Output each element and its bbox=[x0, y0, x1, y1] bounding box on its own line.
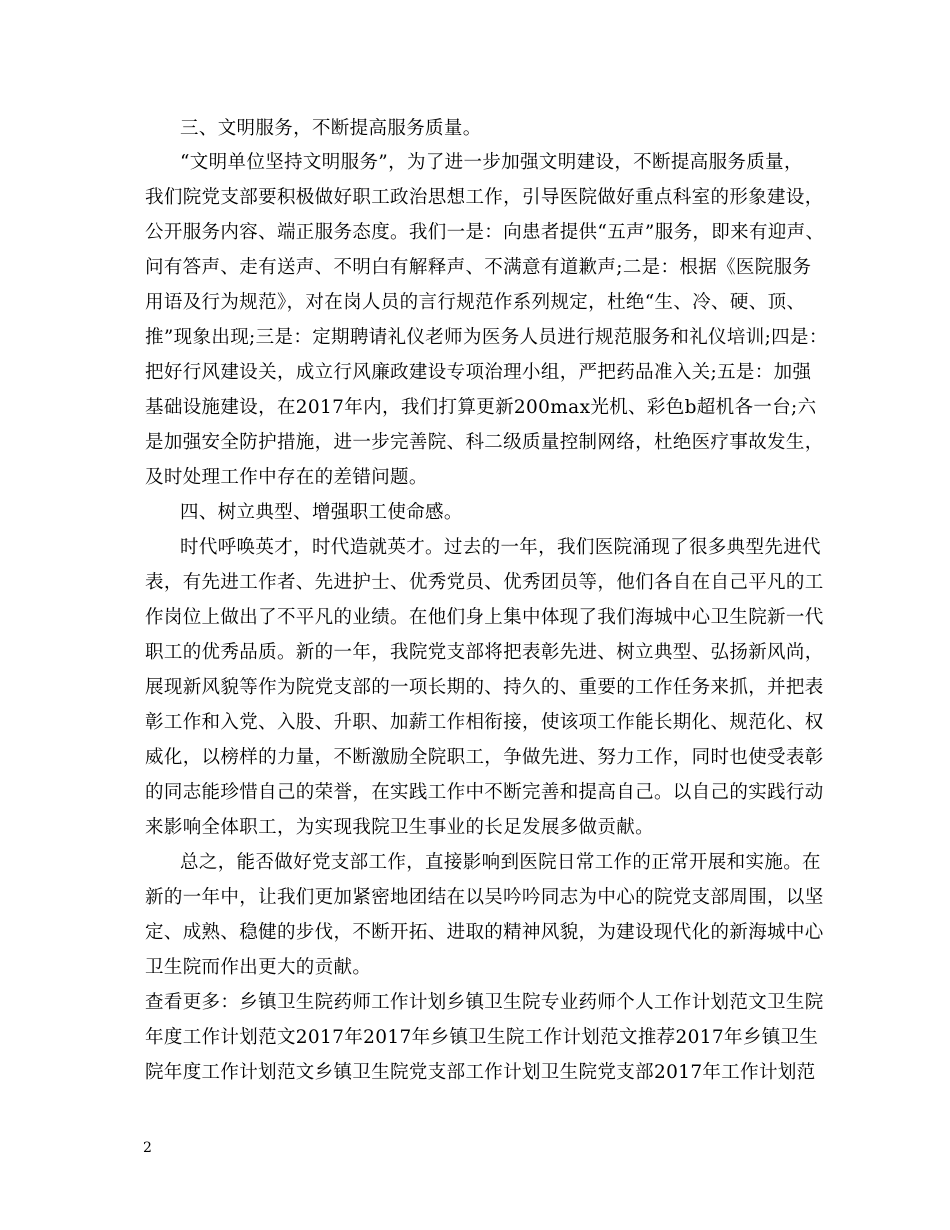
paragraph-line: 及时处理工作中存在的差错问题。 bbox=[145, 467, 428, 488]
paragraph-line: 卫生院而作出更大的贡献。 bbox=[145, 957, 372, 978]
section-heading: 三、文明服务，不断提高服务质量。 bbox=[180, 118, 482, 139]
paragraph-line: 推”现象出现;三是：定期聘请礼仪老师为医务人员进行规范服务和礼仪培训;四是： bbox=[145, 327, 828, 348]
paragraph-line: 彰工作和入党、入股、升职、加薪工作相衔接，使该项工作能长期化、规范化、权 bbox=[145, 712, 824, 733]
paragraph-line: 职工的优秀品质。新的一年，我院党支部将把表彰先进、树立典型、弘扬新风尚， bbox=[145, 642, 824, 663]
paragraph-line: 公开服务内容、端正服务态度。我们一是：向患者提供“五声”服务，即来有迎声、 bbox=[145, 222, 825, 243]
related-links-line: 查看更多：乡镇卫生院药师工作计划乡镇卫生院专业药师个人工作计划范文卫生院 bbox=[145, 992, 824, 1013]
paragraph-line: 基础设施建设，在2017年内，我们打算更新200max光机、彩色b超机各一台;六 bbox=[145, 397, 817, 418]
paragraph-line: 我们院党支部要积极做好职工政治思想工作，引导医院做好重点科室的形象建设， bbox=[145, 187, 824, 208]
related-links-line: 院年度工作计划范文乡镇卫生院党支部工作计划卫生院党支部2017年工作计划范 bbox=[145, 1062, 816, 1083]
paragraph-line: 的同志能珍惜自己的荣誉，在实践工作中不断完善和提高自己。以自己的实践行动 bbox=[145, 782, 824, 803]
paragraph-line: 时代呼唤英才，时代造就英才。过去的一年，我们医院涌现了很多典型先进代 bbox=[180, 537, 821, 558]
paragraph-line: 把好行风建设关，成立行风廉政建设专项治理小组，严把药品准入关;五是：加强 bbox=[145, 362, 812, 383]
paragraph-line: 展现新风貌等作为院党支部的一项长期的、持久的、重要的工作任务来抓，并把表 bbox=[145, 677, 824, 698]
page-number: 2 bbox=[143, 1140, 152, 1156]
paragraph-line: 是加强安全防护措施，进一步完善院、科二级质量控制网络，杜绝医疗事故发生， bbox=[145, 432, 824, 453]
paragraph-line: 表，有先进工作者、先进护士、优秀党员、优秀团员等，他们各自在自己平凡的工 bbox=[145, 572, 824, 593]
paragraph-line: 作岗位上做出了不平凡的业绩。在他们身上集中体现了我们海城中心卫生院新一代 bbox=[145, 607, 824, 628]
paragraph-line: 总之，能否做好党支部工作，直接影响到医院日常工作的正常开展和实施。在 bbox=[180, 852, 821, 873]
paragraph-line: 来影响全体职工，为实现我院卫生事业的长足发展多做贡献。 bbox=[145, 817, 654, 838]
paragraph-line: 用语及行为规范》，对在岗人员的言行规范作系列规定，杜绝“生、冷、硬、顶、 bbox=[145, 292, 806, 313]
paragraph-line: “文明单位坚持文明服务”，为了进一步加强文明建设，不断提高服务质量， bbox=[180, 152, 803, 173]
related-links-line: 年度工作计划范文2017年2017年乡镇卫生院工作计划范文推荐2017年乡镇卫生 bbox=[145, 1027, 819, 1048]
paragraph-line: 问有答声、走有送声、不明白有解释声、不满意有道歉声;二是：根据《医院服务 bbox=[145, 257, 812, 278]
paragraph-line: 威化，以榜样的力量，不断激励全院职工，争做先进、努力工作，同时也使受表彰 bbox=[145, 747, 824, 768]
paragraph-line: 新的一年中，让我们更加紧密地团结在以吴吟吟同志为中心的院党支部周围，以坚 bbox=[145, 887, 824, 908]
section-heading: 四、树立典型、增强职工使命感。 bbox=[180, 502, 463, 523]
paragraph-line: 定、成熟、稳健的步伐，不断开拓、进取的精神风貌，为建设现代化的新海城中心 bbox=[145, 922, 824, 943]
